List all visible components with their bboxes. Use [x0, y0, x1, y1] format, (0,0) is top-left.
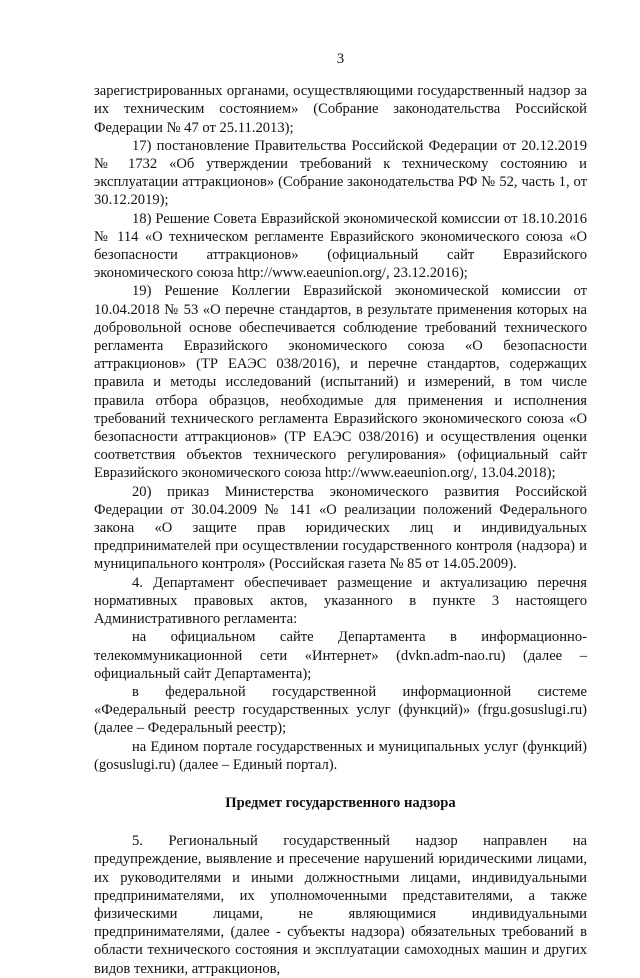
paragraph: 18) Решение Совета Евразийской экономической комиссии от 18.10.2016 № 114 «О техническом регламенте Евразийского экономического союза «О безопасности аттракционов» (официальный сайт Евразийского экономического союза http://www.eaeunion.org/, 23.12.2016);: [94, 210, 587, 282]
page-number: 3: [336, 51, 345, 67]
paragraph: 17) постановление Правительства Российской Федерации от 20.12.2019 № 1732 «Об утверждении требований к техническому состоянию и эксплуатации аттракционов» (Собрание законодательства РФ № 52, часть 1, от 30.12.2019);: [94, 137, 587, 209]
section-heading: Предмет государственного надзора: [225, 794, 456, 811]
paragraph: на Едином портале государственных и муниципальных услуг (функций) (gosuslugi.ru) (далее – Единый портал).: [94, 738, 587, 773]
paragraphs-before-heading: [94, 82, 587, 774]
paragraph: 4. Департамент обеспечивает размещение и актуализацию перечня нормативных правовых актов, указанного в пункте 3 настоящего Административного регламента:: [94, 574, 587, 628]
paragraph: зарегистрированных органами, осуществляющими государственный надзор за их техническим состоянием» (Собрание законодательства Российской Федерации № 47 от 25.11.2013);: [94, 83, 587, 136]
paragraph: на официальном сайте Департамента в информационно-телекоммуникационной сети «Интернет» (dvkn.adm-nao.ru) (далее – официальный сайт Департамента);: [94, 629, 587, 682]
paragraph: в федеральной государственной информационной системе «Федеральный реестр государственных услуг (функций)» (frgu.gosuslugi.ru) (далее – Федеральный реестр);: [94, 683, 587, 737]
paragraph: 5. Региональный государственный надзор направлен на предупреждение, выявление и пресечение нарушений юридическими лицами, их руководителями и иными должностными лицами, индивидуальными предпринимателями, их уполномоченными представителями, а также физическими лицами, не являющимися индивидуальными предпринимателями, (далее - субъекты надзора) обязательных требований в области технического состояния и эксплуатации самоходных машин и других видов техники, аттракционов,: [94, 833, 587, 977]
paragraph: 19) Решение Коллегии Евразийской экономической комиссии от 10.04.2018 № 53 «О перечне стандартов, в результате применения которых на добровольной основе обеспечивается соблюдение требований технического регламента Евразийского экономического союза «О безопасности аттракционов» (ТР ЕАЭС 038/2016), и перечне стандартов, содержащих правила и методы исследований (испытаний) и измерений, в том числе правила отбора образцов, необходимые для применения и исполнения требований технического регламента Евразийского экономического союза «О безопасности аттракционов» (ТР ЕАЭС 038/2016) и осуществления оценки соответствия объектов технического регулирования» (официальный сайт Евразийского экономического союза http://www.eaeunion.org/, 13.04.2018);: [94, 283, 587, 482]
paragraph: 20) приказ Министерства экономического развития Российской Федерации от 30.04.2009 № 141 «О реализации положений Федерального закона «О защите прав юридических лиц и индивидуальных предпринимателей при осуществлении государственного контроля (надзора) и муниципального контроля» (Российская газета № 85 от 14.05.2009).: [94, 483, 587, 573]
